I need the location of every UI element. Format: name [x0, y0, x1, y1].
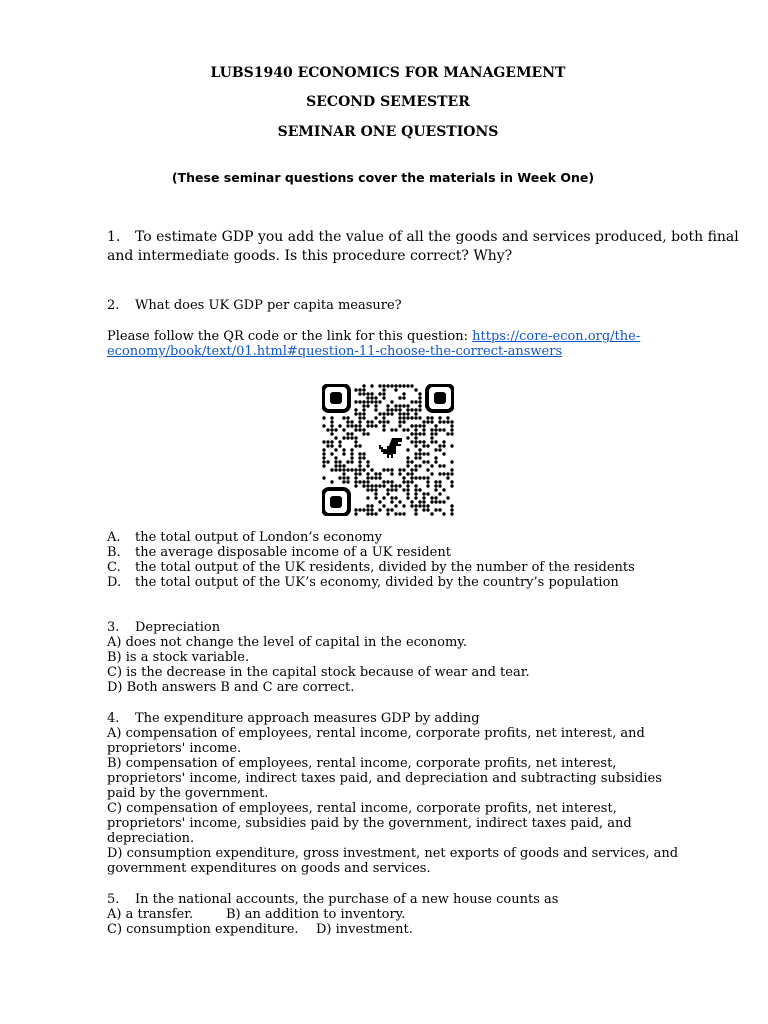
answer-line: proprietors' income, indirect taxes paid, and depreciation and subtracting subsidies	[107, 771, 662, 786]
answer-line: proprietors' income.	[107, 741, 242, 756]
option-c: C) consumption expenditure.	[107, 922, 299, 937]
answer-line: B) compensation of employees, rental income, corporate profits, net interest,	[107, 756, 617, 771]
question-1	[107, 228, 739, 266]
question-text-line1: To estimate GDP you add the value of all the goods and services produced, both final	[135, 229, 739, 245]
qr-code-graphic	[322, 384, 454, 516]
question-number: 1.	[107, 229, 121, 245]
question-text: Depreciation	[135, 620, 221, 635]
coverage-note: (These seminar questions cover the materials in Week One)	[171, 170, 595, 185]
question-3	[107, 620, 530, 695]
answer-line: government expenditures on goods and services.	[107, 861, 431, 876]
option-d: D) investment.	[316, 922, 413, 937]
answer-line: paid by the government.	[107, 786, 269, 801]
question-link-part1[interactable]: https://core-econ.org/the-	[472, 329, 641, 344]
seminar-title: SEMINAR ONE QUESTIONS	[277, 124, 499, 140]
question-text: The expenditure approach measures GDP by adding	[135, 711, 480, 726]
option-b: B) an addition to inventory.	[226, 907, 406, 922]
question-number: 5.	[107, 892, 120, 907]
qr-code	[322, 384, 454, 516]
course-title: LUBS1940 ECONOMICS FOR MANAGEMENT	[210, 65, 566, 81]
option-c: C. the total output of the UK residents, divided by the number of the residents	[107, 560, 635, 575]
option-d: D. the total output of the UK’s economy, divided by the country’s population	[107, 575, 619, 590]
answer-line: A) compensation of employees, rental income, corporate profits, net interest, and	[107, 726, 645, 741]
option-b: B) is a stock variable.	[107, 650, 250, 665]
answer-line: D) consumption expenditure, gross investment, net exports of goods and services, and	[107, 846, 679, 861]
question-text: In the national accounts, the purchase of a new house counts as	[135, 892, 559, 907]
semester-title: SECOND SEMESTER	[306, 94, 470, 110]
question-number: 3.	[107, 620, 120, 635]
qr-instructions	[107, 329, 640, 359]
question-link-part2[interactable]: economy/book/text/01.html#question-11-choose-the-correct-answers	[107, 344, 563, 359]
question-2-options	[107, 530, 635, 590]
question-2	[107, 298, 402, 313]
answer-line: C) compensation of employees, rental income, corporate profits, net interest,	[107, 801, 617, 816]
question-5	[107, 892, 558, 937]
answer-line: proprietors' income, subsidies paid by the government, indirect taxes paid, and	[107, 816, 632, 831]
question-number: 4.	[107, 711, 120, 726]
question-number: 2.	[107, 298, 120, 313]
option-a: A. the total output of London’s economy	[107, 530, 382, 545]
question-4	[107, 711, 678, 876]
option-c: C) is the decrease in the capital stock because of wear and tear.	[107, 665, 530, 680]
option-b: B. the average disposable income of a UK resident	[107, 545, 451, 560]
option-d: D) Both answers B and C are correct.	[107, 680, 355, 695]
question-text-line2: and intermediate goods. Is this procedure correct? Why?	[107, 248, 513, 264]
qr-center-logo	[379, 438, 402, 458]
follow-text: Please follow the QR code or the link for this question:	[107, 329, 468, 344]
answer-line: depreciation.	[107, 831, 195, 846]
option-a: A) a transfer.	[107, 907, 194, 922]
option-a: A) does not change the level of capital in the economy.	[107, 635, 468, 650]
question-text: What does UK GDP per capita measure?	[135, 298, 402, 313]
